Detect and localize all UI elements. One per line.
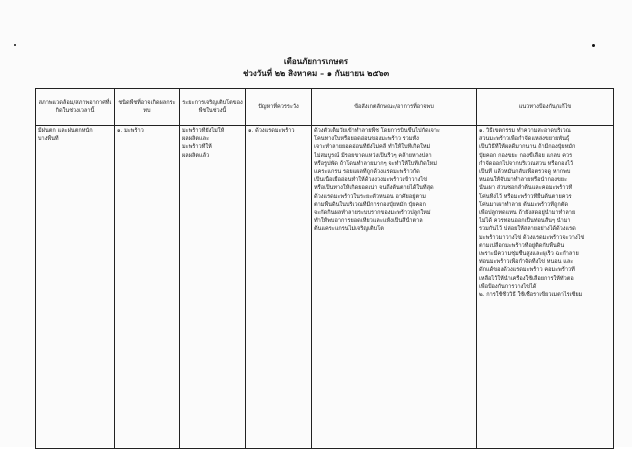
col-header-solutions: แนวทางป้องกัน/แก้ไข — [477, 89, 614, 126]
cell-crop: ๑. มะพร้าว — [115, 126, 180, 449]
table-row — [36, 126, 614, 449]
cell-problem: ๑. ด้วงแรดมะพร้าว — [246, 126, 312, 449]
scan-speck — [14, 44, 16, 46]
cell-symptoms: ด้วงตัวเต็มวัยเข้าทำลายพืช โดยการบินขึ้นไปกัดเจาะ โคนทางใบหรือยอดอ่อนของมะพร้าว รวมทั้ง เจาะทำลายยอดอ่อนที่ยังไม่คลี่ ทำให้ใบที่เกิดใหม่ ไม่สมบูรณ์ มีรอยขาดแหว่งเป็นริ้วๆ คล้ายหางปลา หรือรูปพัด ถ้าโดนทำลายมากๆ จะทำให้ใบที่เกิดใหม่ แคระแกรน รอยแผลที่ถูกด้วงแรดมะพร้าวกัด เป็นเนื้อเยื่ออ่อนทำให้ด้วงงวงมะพร้าวเข้าวางไข่ หรือเป็นทางให้เกิดยอดเน่า จนถึงต้นตายได้ในที่สุด ด้วงแรดมะพร้าวในระยะตัวหนอน อาศัยอยู่ตาม ตามพื้นดินในบริเวณที่มีการกองปุ๋ยหมัก ปุ๋ยคอก จะกัดกินผลทำลายระบบรากของมะพร้าวปลูกใหม่ ทำให้พบอาการยอดเหี่ยวและแห้งเป็นสีน้ำตาล ต้นแคระแกรนไม่เจริญเติบโต — [312, 126, 477, 449]
cell-solutions: ๑. วิธีเขตกรรม ทำความสะอาดบริเวณ สวนมะพร้าวเพื่อกำจัดแหล่งขยายพันธุ์ เป็นวิธีที่ให้ผลดีมากนาน ถ้ามีกองปุ๋ยหมัก ปุ๋ยคอก กองขยะ กองขี้เลื่อย แกลบ ควร กำจัดออกไปจากบริเวณสวน หรือกองไว้ เป็นที่ แล้วหมั่นกลับเพื่อตรวจดู หากพบ หนอนให้จับมาทำลายหรือนำกองขยะ นั้นเผา ส่วนซอกลำต้นและคอมะพร้าวที่ โค่นทิ้งไว้ หรือมะพร้าวที่ยืนต้นตายควร โค่นมาเผาทำลาย ต้นมะพร้าวที่ถูกตัด เพื่อปลูกทดแทน ถ้ายังสดอยู่นำมาทำลาย ไม่ได้ ควรทอนออกเป็นท่อนสั้นๆ นำมา รวมกันไว้ ปล่อยให้สลายอย่างได้ด้วงแรด มะพร้าวมาวางไข่ ด้วงแรดมะพร้าวจะวางไข่ ตามเปลือกมะพร้าวที่อยู่ติดกับพื้นดิน เพราะมีความชุ่มชื้นสูงและผุเร็ว ฉะกำลาย ท่อนมะพร้าวเพื่อกำจัดทิ้งไข่ หนอน และ ดักแด้ของด้วงแรดมะพร้าว คอมะพร้าวที่ เหลือไว้ให้นำเครื่องใช้เลื่อยการให้ทั่วตอ เพื่อป้องกันการวางไข่ได้ ๒. การใช้ชีววิธี ใช้เชื้อราเขียวเมตาไรเซียม — [477, 126, 614, 449]
table-header-row — [36, 89, 614, 126]
col-header-growth-stage: ระยะการเจริญเติบโตของพืชในช่วงนี้ — [180, 89, 246, 126]
cell-growth-stage: มะพร้าวที่ยังไม่ให้ ผลผลิตและ มะพร้าวที่ให้ ผลผลิตแล้ว — [180, 126, 246, 449]
scan-speck — [592, 44, 595, 47]
col-header-symptoms: ข้อสังเกตลักษณะ/อาการที่อาจพบ — [312, 89, 477, 126]
document-title: เตือนภัยการเกษตร — [283, 57, 349, 66]
col-header-environment: สภาพแวดล้อม/สภาพอากาศที่เกิดในช่วงเวลานี้ — [36, 89, 115, 126]
warning-table — [35, 88, 614, 449]
col-header-crop: ชนิดพืชที่อาจเกิดผลกระทบ — [115, 89, 180, 126]
document-period: ช่วงวันที่ ๒๒ สิงหาคม – ๑ กันยายน ๒๕๖๓ — [242, 69, 390, 78]
cell-environment: มีฝนตก และฝนตกหนัก บางพื้นที่ — [36, 126, 115, 449]
col-header-problem: ปัญหาที่ควรระวัง — [246, 89, 312, 126]
